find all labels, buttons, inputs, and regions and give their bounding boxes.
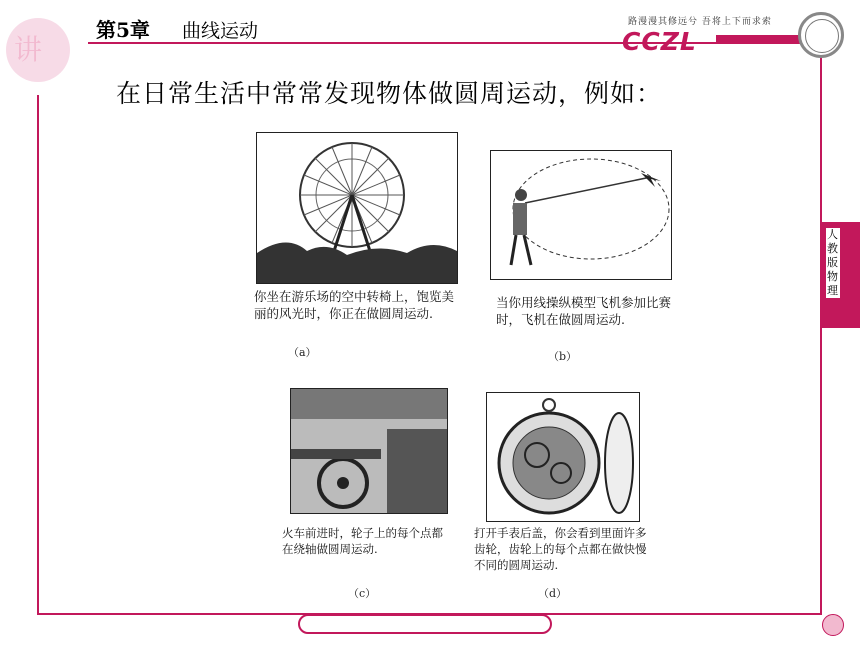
panel-d — [476, 380, 656, 606]
chapter-label: 第5章 — [96, 18, 150, 42]
seal-glyph: 讲 — [14, 33, 43, 66]
logo-stripe — [716, 35, 800, 44]
frame-line-right — [820, 48, 822, 613]
slogan-text: 路漫漫其修远兮 吾将上下而求索 — [628, 17, 772, 27]
panel-d-label: （d） — [538, 587, 568, 600]
side-tab-label: 人教版物理 — [827, 228, 838, 297]
train-wheel-image — [290, 388, 448, 514]
model-airplane-image — [490, 150, 672, 280]
page-title: 在日常生活中常常发现物体做圆周运动，例如： — [116, 79, 663, 108]
panel-b-label: （b） — [548, 350, 578, 363]
brand-logo: CCZL — [622, 27, 697, 56]
panel-b — [478, 122, 680, 374]
badge-icon — [798, 12, 844, 58]
section-title: 曲线运动 — [182, 20, 259, 42]
frame-line-left — [37, 95, 39, 615]
panel-a-label: （a） — [288, 346, 317, 359]
bottom-knob — [822, 614, 844, 636]
panel-c-caption: 火车前进时，轮子上的每个点都在绕轴做圆周运动. — [282, 526, 443, 556]
panel-d-caption: 打开手表后盖，你会看到里面许多齿轮，齿轮上的每个点都在做快慢不同的圆周运动. — [474, 526, 647, 572]
ferris-wheel-image — [256, 132, 458, 284]
bottom-pill — [298, 614, 552, 634]
panel-c-label: （c） — [348, 587, 377, 600]
pocket-watch-image — [486, 392, 640, 522]
panel-a-caption: 你坐在游乐场的空中转椅上，饱览美丽的风光时，你正在做圆周运动. — [254, 289, 455, 321]
panel-b-caption: 当你用线操纵模型飞机参加比赛时，飞机在做圆周运动. — [496, 295, 672, 327]
panel-c — [282, 380, 472, 606]
panel-a — [240, 122, 470, 374]
